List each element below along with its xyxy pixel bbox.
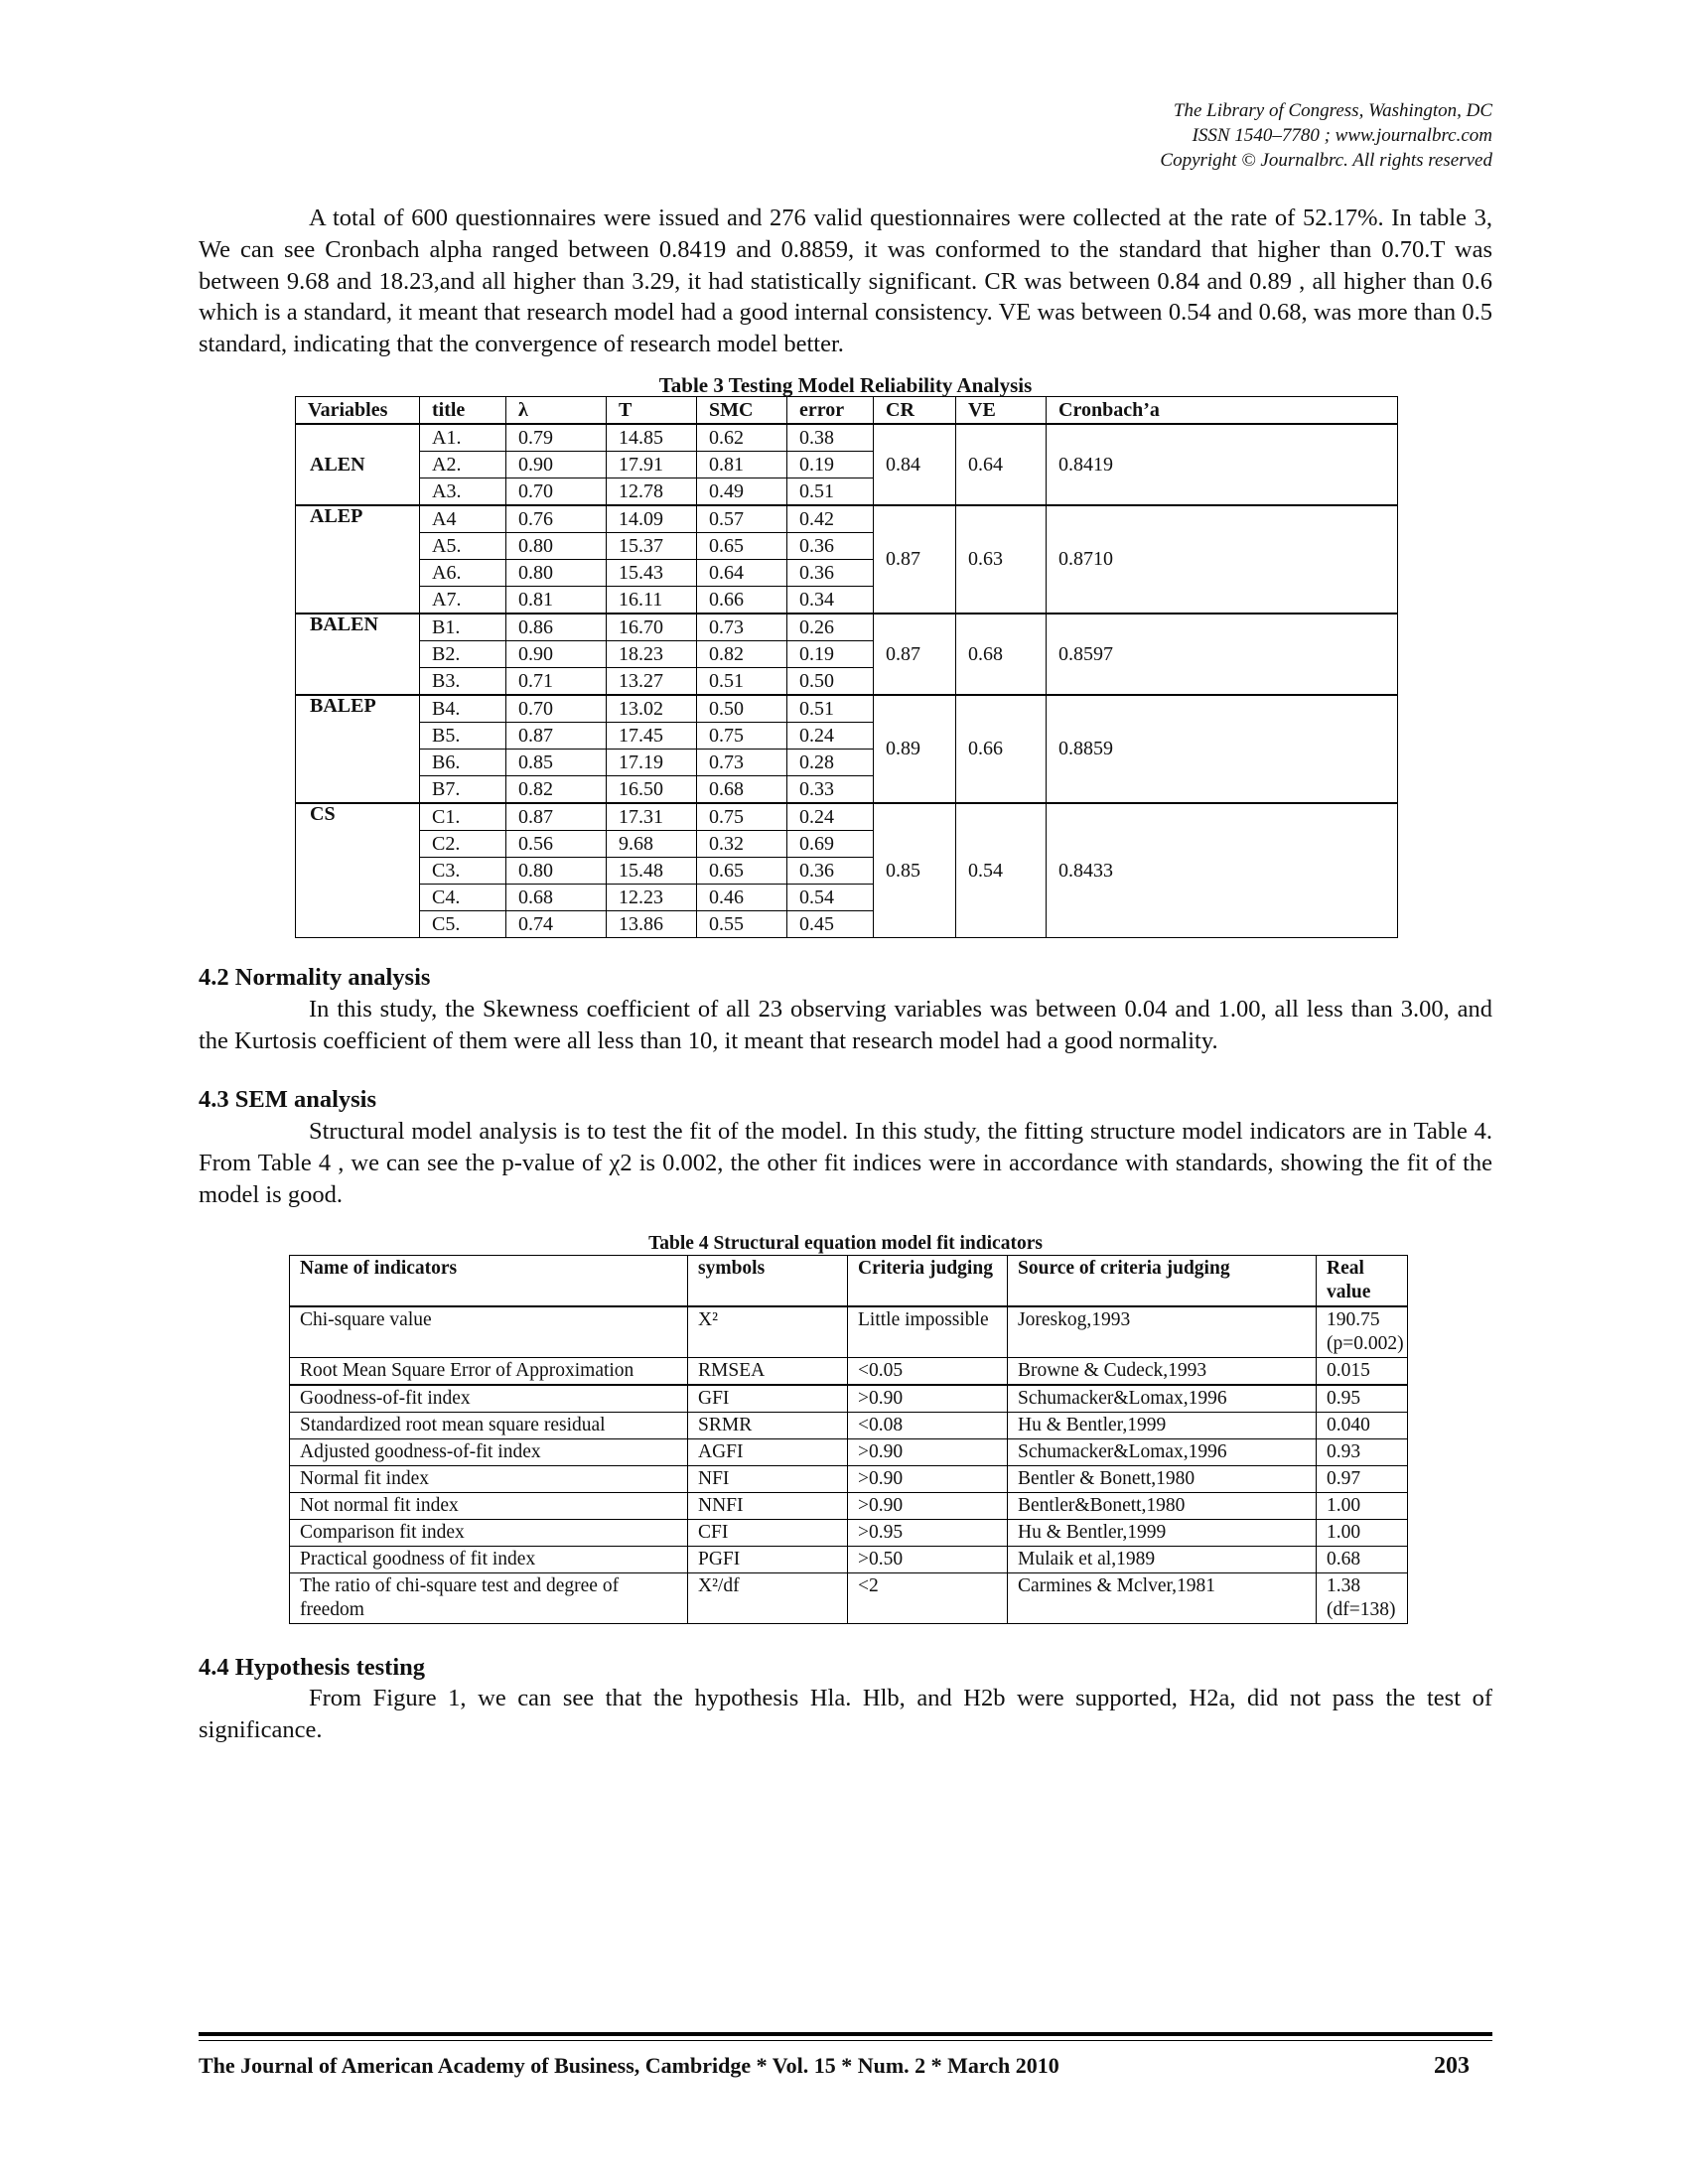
table-row (290, 1306, 1408, 1358)
t3-cell: 0.71 (506, 667, 607, 695)
page-footer (199, 2053, 1489, 2079)
t3-cell: 0.34 (787, 586, 874, 614)
t4-header-cell: Name of indicators (290, 1255, 688, 1306)
group-ve: 0.63 (956, 505, 1047, 614)
t4-cell: SRMR (688, 1412, 848, 1438)
t3-cell: 17.45 (607, 722, 697, 749)
table-row (290, 1385, 1408, 1413)
table-row (296, 803, 1398, 831)
t3-cell: C3. (420, 857, 506, 884)
t3-header-cell: SMC (697, 396, 787, 424)
t4-cell: NNFI (688, 1492, 848, 1519)
t4-cell: 0.95 (1317, 1385, 1408, 1413)
group-cr: 0.89 (874, 695, 956, 803)
t3-cell: 0.26 (787, 614, 874, 641)
t4-cell: Comparison fit index (290, 1519, 688, 1546)
page-number: 203 (1434, 2053, 1470, 2079)
reliability-table (295, 396, 1398, 938)
variable-name: BALEP (296, 695, 420, 803)
t4-cell: X² (688, 1306, 848, 1358)
t3-cell: 0.51 (787, 478, 874, 505)
header-line-3: Copyright © Journalbrc. All rights reserved (1160, 150, 1492, 171)
t3-cell: 0.50 (697, 695, 787, 723)
t3-cell: 0.64 (697, 559, 787, 586)
table-row (296, 505, 1398, 533)
t3-cell: 0.36 (787, 532, 874, 559)
group-alpha: 0.8419 (1047, 424, 1398, 505)
group-alpha: 0.8597 (1047, 614, 1398, 695)
t3-cell: 14.85 (607, 424, 697, 452)
t3-cell: 0.80 (506, 532, 607, 559)
t4-cell: 0.015 (1317, 1357, 1408, 1385)
t4-cell: Little impossible (848, 1306, 1008, 1358)
t3-cell: B5. (420, 722, 506, 749)
table-row (290, 1357, 1408, 1385)
page-content (199, 203, 1492, 1746)
t3-cell: B7. (420, 775, 506, 803)
table-row (290, 1438, 1408, 1465)
t3-cell: 0.36 (787, 857, 874, 884)
group-ve: 0.54 (956, 803, 1047, 938)
t3-cell: C4. (420, 884, 506, 910)
group-cr: 0.84 (874, 424, 956, 505)
t4-cell: <0.08 (848, 1412, 1008, 1438)
t3-cell: 0.82 (506, 775, 607, 803)
table-row (290, 1546, 1408, 1572)
t4-cell: CFI (688, 1519, 848, 1546)
t3-header-cell: VE (956, 396, 1047, 424)
t3-cell: B4. (420, 695, 506, 723)
group-cr: 0.87 (874, 614, 956, 695)
t4-cell: 190.75 (p=0.002) (1317, 1306, 1408, 1358)
fit-indicators-table (289, 1255, 1408, 1624)
t3-cell: 0.70 (506, 478, 607, 505)
t3-cell: 15.48 (607, 857, 697, 884)
t3-cell: A7. (420, 586, 506, 614)
running-header (1160, 98, 1492, 173)
t3-cell: 15.43 (607, 559, 697, 586)
footer-rule-thick (199, 2032, 1492, 2036)
t4-cell: Joreskog,1993 (1008, 1306, 1317, 1358)
table-row (296, 424, 1398, 452)
t3-cell: 0.75 (697, 722, 787, 749)
t4-cell: RMSEA (688, 1357, 848, 1385)
t4-cell: AGFI (688, 1438, 848, 1465)
t3-cell: 0.24 (787, 722, 874, 749)
t4-cell: Root Mean Square Error of Approximation (290, 1357, 688, 1385)
table-row (290, 1492, 1408, 1519)
t4-cell: >0.90 (848, 1385, 1008, 1413)
t3-cell: 0.19 (787, 640, 874, 667)
t3-header-cell: T (607, 396, 697, 424)
t3-header-cell: CR (874, 396, 956, 424)
t4-cell: Practical goodness of fit index (290, 1546, 688, 1572)
t3-cell: 0.68 (506, 884, 607, 910)
t4-cell: >0.95 (848, 1519, 1008, 1546)
t4-cell: Mulaik et al,1989 (1008, 1546, 1317, 1572)
t3-header-cell: error (787, 396, 874, 424)
table-row (290, 1519, 1408, 1546)
t3-cell: 13.27 (607, 667, 697, 695)
t3-cell: 0.87 (506, 803, 607, 831)
t3-cell: B3. (420, 667, 506, 695)
t3-cell: C5. (420, 910, 506, 937)
t3-header-cell: Variables (296, 396, 420, 424)
t4-cell: 1.00 (1317, 1519, 1408, 1546)
t4-cell: <0.05 (848, 1357, 1008, 1385)
t3-cell: 0.28 (787, 749, 874, 775)
t3-cell: 0.86 (506, 614, 607, 641)
t3-cell: 0.74 (506, 910, 607, 937)
t3-cell: 0.75 (697, 803, 787, 831)
intro-paragraph: A total of 600 questionnaires were issued and 276 valid questionnaires were collected at the rate of 52.17%. In table 3, We can see Cronbach alpha ranged between 0.8419 and 0.8859, it was conformed to the standard that higher than 0.70.T was between 9.68 and 18.23,and all higher than 3.29, it had statistically significant. CR was between 0.84 and 0.89 , all higher than 0.6 which is a standard, it meant that research model had a good internal consistency. VE was between 0.54 and 0.68, was more than 0.5 standard, indicating that the convergence of research model better. (199, 205, 1492, 358)
t3-cell: C1. (420, 803, 506, 831)
group-ve: 0.66 (956, 695, 1047, 803)
group-cr: 0.87 (874, 505, 956, 614)
t4-cell: 0.68 (1317, 1546, 1408, 1572)
table-row (290, 1465, 1408, 1492)
t3-cell: A1. (420, 424, 506, 452)
t4-cell: Schumacker&Lomax,1996 (1008, 1438, 1317, 1465)
t4-cell: >0.90 (848, 1492, 1008, 1519)
t4-cell: Hu & Bentler,1999 (1008, 1519, 1317, 1546)
t3-cell: 0.73 (697, 749, 787, 775)
variable-name: ALEP (296, 505, 420, 614)
t3-cell: 0.90 (506, 451, 607, 478)
t3-cell: 14.09 (607, 505, 697, 533)
t4-cell: PGFI (688, 1546, 848, 1572)
t3-cell: 0.51 (697, 667, 787, 695)
t3-cell: 0.68 (697, 775, 787, 803)
header-line-1: The Library of Congress, Washington, DC (1173, 100, 1492, 121)
t4-cell: Standardized root mean square residual (290, 1412, 688, 1438)
t4-cell: Not normal fit index (290, 1492, 688, 1519)
t4-header-cell: Source of criteria judging (1008, 1255, 1317, 1306)
variable-name: CS (296, 803, 420, 938)
t3-cell: 0.70 (506, 695, 607, 723)
t3-cell: B6. (420, 749, 506, 775)
table-row (290, 1412, 1408, 1438)
t4-cell: Chi-square value (290, 1306, 688, 1358)
t3-cell: 12.78 (607, 478, 697, 505)
t4-header-cell: Criteria judging (848, 1255, 1008, 1306)
group-cr: 0.85 (874, 803, 956, 938)
t3-cell: 0.80 (506, 559, 607, 586)
t3-cell: 16.50 (607, 775, 697, 803)
t4-header-cell: symbols (688, 1255, 848, 1306)
t3-cell: 0.45 (787, 910, 874, 937)
group-alpha: 0.8433 (1047, 803, 1398, 938)
t3-cell: 0.57 (697, 505, 787, 533)
t3-header-cell: Cronbach’a (1047, 396, 1398, 424)
t3-cell: 0.54 (787, 884, 874, 910)
t4-cell: >0.90 (848, 1465, 1008, 1492)
t3-cell: 0.56 (506, 830, 607, 857)
t4-cell: Adjusted goodness-of-fit index (290, 1438, 688, 1465)
t3-cell: 13.02 (607, 695, 697, 723)
t3-header-cell: title (420, 396, 506, 424)
t3-cell: 17.19 (607, 749, 697, 775)
t4-cell: Goodness-of-fit index (290, 1385, 688, 1413)
t3-cell: 9.68 (607, 830, 697, 857)
section-4-2-text: In this study, the Skewness coefficient of all 23 observing variables was between 0.04 and 1.00, all less than 3.00, and the Kurtosis coefficient of them were all less than 10, it meant that research model had a good normality. (199, 995, 1492, 1054)
t3-cell: 0.51 (787, 695, 874, 723)
t3-cell: 0.65 (697, 857, 787, 884)
group-ve: 0.68 (956, 614, 1047, 695)
t3-cell: 0.46 (697, 884, 787, 910)
t4-cell: <2 (848, 1572, 1008, 1623)
footer-journal: The Journal of American Academy of Business, Cambridge * Vol. 15 * Num. 2 * March 2010 (199, 2053, 1059, 2078)
t3-cell: 0.87 (506, 722, 607, 749)
t4-cell: The ratio of chi-square test and degree of freedom (290, 1572, 688, 1623)
t4-cell: 0.93 (1317, 1438, 1408, 1465)
t3-cell: 17.31 (607, 803, 697, 831)
t3-cell: 0.81 (697, 451, 787, 478)
t4-cell: 0.040 (1317, 1412, 1408, 1438)
t4-cell: X²/df (688, 1572, 848, 1623)
t3-cell: 0.81 (506, 586, 607, 614)
t3-cell: 0.73 (697, 614, 787, 641)
table-row (296, 695, 1398, 723)
t3-cell: 0.33 (787, 775, 874, 803)
t3-cell: 0.24 (787, 803, 874, 831)
t3-cell: 0.85 (506, 749, 607, 775)
t4-cell: Carmines & Mclver,1981 (1008, 1572, 1317, 1623)
t3-cell: 0.66 (697, 586, 787, 614)
header-line-2: ISSN 1540–7780 ; www.journalbrc.com (1192, 125, 1492, 146)
t3-cell: 0.76 (506, 505, 607, 533)
t3-cell: 0.50 (787, 667, 874, 695)
t3-cell: 0.38 (787, 424, 874, 452)
table-row (290, 1572, 1408, 1623)
footer-rule-thin (199, 2040, 1492, 2041)
t3-cell: 0.36 (787, 559, 874, 586)
t3-cell: C2. (420, 830, 506, 857)
t3-cell: 0.32 (697, 830, 787, 857)
t4-cell: 1.38 (df=138) (1317, 1572, 1408, 1623)
table-row (296, 614, 1398, 641)
t3-cell: 0.42 (787, 505, 874, 533)
t3-cell: 0.79 (506, 424, 607, 452)
t3-cell: A6. (420, 559, 506, 586)
t3-cell: 16.70 (607, 614, 697, 641)
t3-cell: 16.11 (607, 586, 697, 614)
variable-name: BALEN (296, 614, 420, 695)
t4-cell: Bentler & Bonett,1980 (1008, 1465, 1317, 1492)
group-alpha: 0.8710 (1047, 505, 1398, 614)
t3-cell: 0.82 (697, 640, 787, 667)
t4-header-cell: Real value (1317, 1255, 1408, 1306)
section-4-3-title: 4.3 SEM analysis (199, 1086, 377, 1114)
t3-cell: 0.62 (697, 424, 787, 452)
t3-cell: A3. (420, 478, 506, 505)
section-4-4-title: 4.4 Hypothesis testing (199, 1653, 426, 1681)
t3-cell: 0.55 (697, 910, 787, 937)
t4-cell: Browne & Cudeck,1993 (1008, 1357, 1317, 1385)
t3-cell: 15.37 (607, 532, 697, 559)
t3-cell: 0.80 (506, 857, 607, 884)
section-4-3-text: Structural model analysis is to test the fit of the model. In this study, the fitting structure model indicators are in Table 4. From Table 4 , we can see the p-value of χ2 is 0.002, the other fit indices were in accordance with standards, showing the fit of the model is good. (199, 1118, 1492, 1208)
t4-cell: Bentler&Bonett,1980 (1008, 1492, 1317, 1519)
variable-name: ALEN (296, 424, 420, 505)
t3-cell: 13.86 (607, 910, 697, 937)
t3-cell: A5. (420, 532, 506, 559)
t3-cell: 18.23 (607, 640, 697, 667)
t4-cell: GFI (688, 1385, 848, 1413)
t4-cell: Hu & Bentler,1999 (1008, 1412, 1317, 1438)
t3-cell: 12.23 (607, 884, 697, 910)
t3-cell: 17.91 (607, 451, 697, 478)
table4-caption: Table 4 Structural equation model fit indicators (648, 1232, 1043, 1254)
t3-cell: 0.69 (787, 830, 874, 857)
t3-cell: A2. (420, 451, 506, 478)
t4-cell: Normal fit index (290, 1465, 688, 1492)
t3-cell: B1. (420, 614, 506, 641)
t3-cell: B2. (420, 640, 506, 667)
group-alpha: 0.8859 (1047, 695, 1398, 803)
t3-cell: 0.65 (697, 532, 787, 559)
t3-cell: 0.49 (697, 478, 787, 505)
t4-cell: >0.50 (848, 1546, 1008, 1572)
t4-cell: Schumacker&Lomax,1996 (1008, 1385, 1317, 1413)
t4-cell: NFI (688, 1465, 848, 1492)
section-4-2-title: 4.2 Normality analysis (199, 963, 431, 991)
t3-cell: A4 (420, 505, 506, 533)
t3-cell: 0.90 (506, 640, 607, 667)
t3-cell: 0.19 (787, 451, 874, 478)
section-4-4-text: From Figure 1, we can see that the hypothesis Hla. Hlb, and H2b were supported, H2a, did not pass the test of significance. (199, 1685, 1492, 1744)
group-ve: 0.64 (956, 424, 1047, 505)
t4-cell: 0.97 (1317, 1465, 1408, 1492)
t4-cell: 1.00 (1317, 1492, 1408, 1519)
table3-caption: Table 3 Testing Model Reliability Analysis (658, 372, 1033, 397)
t4-cell: >0.90 (848, 1438, 1008, 1465)
t3-header-cell: λ (506, 396, 607, 424)
